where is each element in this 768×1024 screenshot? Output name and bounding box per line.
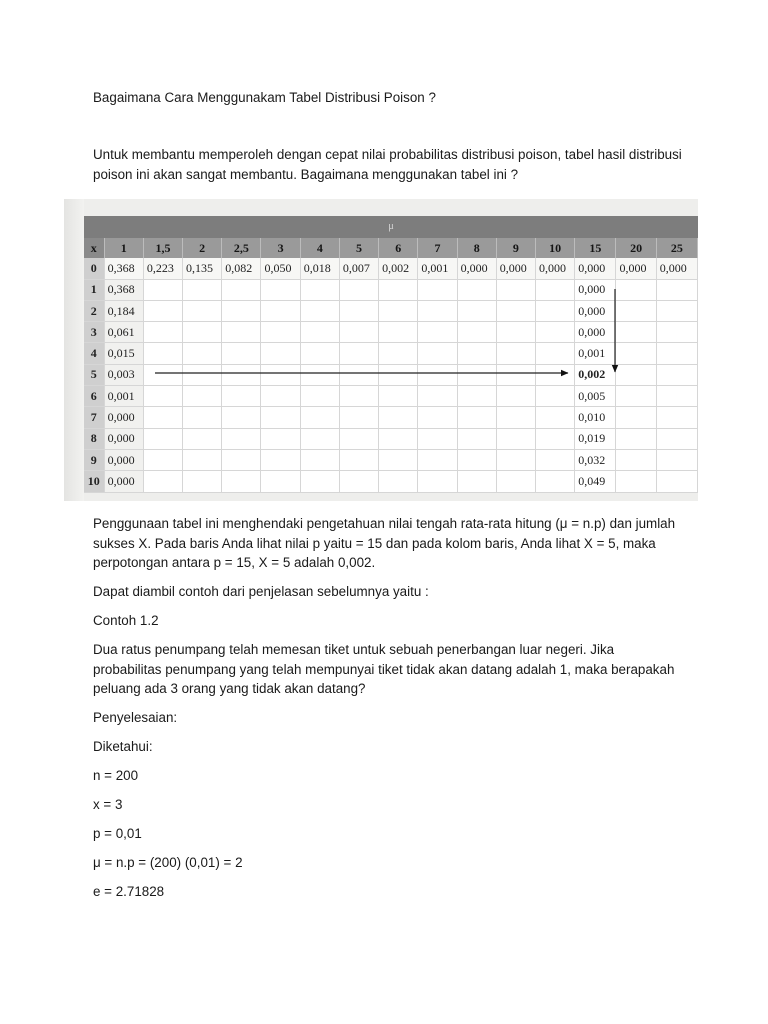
probability-cell — [339, 428, 378, 449]
probability-cell — [457, 322, 496, 343]
probability-cell — [496, 322, 535, 343]
mu-header-cell: 5 — [339, 238, 378, 258]
probability-cell — [339, 364, 378, 385]
table-row — [84, 407, 698, 428]
probability-cell — [261, 407, 300, 428]
probability-cell — [143, 471, 182, 492]
probability-cell — [457, 471, 496, 492]
probability-cell — [379, 364, 418, 385]
mu-header-cell: 2,5 — [222, 238, 261, 258]
probability-cell — [143, 428, 182, 449]
probability-cell: 0,015 — [104, 343, 143, 364]
probability-cell — [418, 449, 457, 470]
probability-cell: 0,000 — [575, 258, 616, 279]
probability-cell — [379, 386, 418, 407]
probability-cell — [616, 279, 656, 300]
probability-cell — [183, 428, 222, 449]
probability-cell — [339, 386, 378, 407]
probability-cell — [457, 300, 496, 321]
mu-header-cell: 20 — [616, 238, 656, 258]
probability-cell — [143, 322, 182, 343]
probability-cell — [536, 300, 575, 321]
probability-cell — [536, 471, 575, 492]
probability-cell: 0,000 — [536, 258, 575, 279]
probability-cell — [261, 322, 300, 343]
probability-cell — [379, 300, 418, 321]
probability-cell — [379, 471, 418, 492]
x-value-cell: 10 — [84, 471, 104, 492]
probability-cell: 0,000 — [104, 428, 143, 449]
example-title: Contoh 1.2 — [93, 613, 159, 628]
probability-cell — [143, 300, 182, 321]
probability-cell — [616, 364, 656, 385]
probability-cell — [339, 279, 378, 300]
probability-cell — [656, 364, 697, 385]
probability-cell — [536, 322, 575, 343]
table-row — [84, 322, 698, 343]
known-mu: μ = n.p = (200) (0,01) = 2 — [93, 855, 243, 870]
table-row — [84, 258, 698, 279]
probability-cell — [496, 343, 535, 364]
probability-cell — [222, 407, 261, 428]
probability-cell: 0,000 — [496, 258, 535, 279]
probability-cell — [300, 471, 339, 492]
usage-paragraph: Penggunaan tabel ini menghendaki pengetahuan nilai tengah rata-rata hitung (μ = n.p) dan jumlah sukses X. Pada baris Anda lihat nilai p yaitu = 15 dan pada kolom baris, Anda lihat X = 5, maka perpotongan antara p = 15, X = 5 adalah 0,002. — [93, 516, 676, 570]
probability-cell — [222, 471, 261, 492]
probability-cell: 0,018 — [300, 258, 339, 279]
probability-cell — [300, 364, 339, 385]
probability-cell: 0,005 — [575, 386, 616, 407]
probability-cell — [616, 343, 656, 364]
probability-cell: 0,032 — [575, 449, 616, 470]
x-value-cell: 6 — [84, 386, 104, 407]
x-value-cell: 5 — [84, 364, 104, 385]
probability-cell — [300, 428, 339, 449]
probability-cell: 0,368 — [104, 279, 143, 300]
probability-cell — [379, 343, 418, 364]
mu-header-cell: 25 — [656, 238, 697, 258]
mu-header-cell: 15 — [575, 238, 616, 258]
problem-paragraph: Dua ratus penumpang telah memesan tiket untuk sebuah penerbangan luar negeri. Jika probabilitas penumpang yang telah mempunyai tiket tidak akan datang adalah 1, maka berapakah peluang ada 3 orang yang tidak akan datang? — [93, 642, 675, 696]
probability-cell: 0,000 — [575, 279, 616, 300]
probability-cell — [143, 449, 182, 470]
probability-cell — [379, 279, 418, 300]
mu-header-cell: 4 — [300, 238, 339, 258]
probability-cell — [418, 428, 457, 449]
probability-cell — [616, 449, 656, 470]
probability-cell — [339, 322, 378, 343]
probability-cell — [656, 471, 697, 492]
probability-cell — [418, 279, 457, 300]
example-intro: Dapat diambil contoh dari penjelasan sebelumnya yaitu : — [93, 584, 429, 599]
probability-cell — [300, 322, 339, 343]
probability-cell — [222, 386, 261, 407]
probability-cell — [222, 449, 261, 470]
mu-header-cell: 1 — [104, 238, 143, 258]
probability-cell — [616, 471, 656, 492]
mu-header-cell: 3 — [261, 238, 300, 258]
probability-cell — [261, 428, 300, 449]
mu-header-cell: 7 — [418, 238, 457, 258]
probability-cell — [496, 449, 535, 470]
probability-cell — [222, 300, 261, 321]
x-value-cell: 7 — [84, 407, 104, 428]
probability-cell — [418, 386, 457, 407]
probability-cell — [143, 343, 182, 364]
probability-cell: 0,001 — [575, 343, 616, 364]
known-label: Diketahui: — [93, 739, 153, 754]
probability-cell — [536, 279, 575, 300]
x-value-cell: 9 — [84, 449, 104, 470]
probability-cell — [261, 300, 300, 321]
probability-cell — [339, 300, 378, 321]
probability-cell — [183, 386, 222, 407]
probability-cell — [261, 449, 300, 470]
table-row — [84, 428, 698, 449]
probability-cell: 0,184 — [104, 300, 143, 321]
probability-cell — [457, 428, 496, 449]
probability-cell — [418, 343, 457, 364]
probability-cell — [536, 407, 575, 428]
probability-cell — [143, 407, 182, 428]
probability-cell — [656, 279, 697, 300]
table-row — [84, 364, 698, 385]
probability-cell: 0,019 — [575, 428, 616, 449]
x-value-cell: 4 — [84, 343, 104, 364]
probability-cell: 0,000 — [457, 258, 496, 279]
probability-cell — [222, 343, 261, 364]
probability-cell — [457, 364, 496, 385]
probability-cell — [418, 364, 457, 385]
probability-cell: 0,007 — [339, 258, 378, 279]
probability-cell — [339, 449, 378, 470]
probability-cell — [261, 386, 300, 407]
probability-cell — [536, 343, 575, 364]
probability-cell — [339, 407, 378, 428]
probability-cell — [496, 471, 535, 492]
mu-header-cell: 2 — [183, 238, 222, 258]
probability-cell — [656, 449, 697, 470]
probability-cell — [656, 386, 697, 407]
poisson-table-image — [64, 199, 698, 501]
probability-cell — [616, 322, 656, 343]
probability-cell — [183, 364, 222, 385]
table-row — [84, 449, 698, 470]
probability-cell — [457, 449, 496, 470]
probability-cell — [183, 471, 222, 492]
x-value-cell: 2 — [84, 300, 104, 321]
page-title: Bagaimana Cara Menggunakam Tabel Distribusi Poison ? — [93, 90, 436, 105]
probability-cell — [616, 386, 656, 407]
probability-cell — [536, 386, 575, 407]
probability-cell — [536, 364, 575, 385]
probability-cell — [418, 322, 457, 343]
probability-cell — [379, 407, 418, 428]
table-row — [84, 386, 698, 407]
probability-cell — [183, 322, 222, 343]
probability-cell — [261, 279, 300, 300]
probability-cell — [183, 407, 222, 428]
probability-cell: 0,002 — [379, 258, 418, 279]
probability-cell — [183, 300, 222, 321]
probability-cell — [616, 300, 656, 321]
mu-header-cell: 8 — [457, 238, 496, 258]
known-n: n = 200 — [93, 768, 139, 783]
probability-cell — [300, 407, 339, 428]
probability-cell: 0,001 — [418, 258, 457, 279]
probability-cell — [457, 407, 496, 428]
probability-cell: 0,000 — [104, 471, 143, 492]
probability-cell — [300, 449, 339, 470]
probability-cell — [496, 279, 535, 300]
probability-cell — [183, 449, 222, 470]
probability-cell — [536, 428, 575, 449]
probability-cell: 0,000 — [656, 258, 697, 279]
probability-cell: 0,000 — [575, 322, 616, 343]
probability-cell — [656, 428, 697, 449]
probability-cell — [183, 279, 222, 300]
probability-cell — [496, 300, 535, 321]
probability-cell — [379, 322, 418, 343]
probability-cell — [143, 386, 182, 407]
probability-cell: 0,000 — [104, 407, 143, 428]
mu-header-cell: 9 — [496, 238, 535, 258]
poisson-table — [84, 238, 698, 493]
probability-cell — [143, 279, 182, 300]
probability-cell: 0,000 — [575, 300, 616, 321]
mu-header-row — [84, 238, 698, 258]
table-row — [84, 300, 698, 321]
probability-cell — [656, 343, 697, 364]
known-x: x = 3 — [93, 797, 123, 812]
probability-cell — [418, 471, 457, 492]
probability-cell: 0,010 — [575, 407, 616, 428]
probability-cell: 0,000 — [104, 449, 143, 470]
probability-cell: 0,001 — [104, 386, 143, 407]
probability-cell — [656, 322, 697, 343]
x-value-cell: 0 — [84, 258, 104, 279]
known-e: e = 2.71828 — [93, 884, 165, 899]
probability-cell — [536, 449, 575, 470]
probability-cell: 0,003 — [104, 364, 143, 385]
table-row — [84, 471, 698, 492]
probability-cell: 0,223 — [143, 258, 182, 279]
probability-cell — [300, 343, 339, 364]
probability-cell — [300, 386, 339, 407]
probability-cell — [379, 428, 418, 449]
probability-cell — [457, 279, 496, 300]
solution-label: Penyelesaian: — [93, 710, 178, 725]
probability-cell — [300, 279, 339, 300]
mu-header-cell: 1,5 — [143, 238, 182, 258]
photo-edge-shadow — [64, 199, 84, 501]
probability-cell — [379, 449, 418, 470]
probability-cell — [496, 364, 535, 385]
probability-cell — [339, 471, 378, 492]
mu-header-cell: 6 — [379, 238, 418, 258]
probability-cell — [418, 300, 457, 321]
probability-cell — [339, 343, 378, 364]
probability-cell: 0,368 — [104, 258, 143, 279]
x-column-header: x — [84, 238, 104, 258]
probability-cell — [457, 343, 496, 364]
known-p: p = 0,01 — [93, 826, 142, 841]
probability-cell — [496, 386, 535, 407]
x-value-cell: 1 — [84, 279, 104, 300]
probability-cell — [616, 428, 656, 449]
probability-cell — [496, 428, 535, 449]
probability-cell — [261, 343, 300, 364]
probability-cell — [222, 279, 261, 300]
probability-cell: 0,000 — [616, 258, 656, 279]
probability-cell — [300, 300, 339, 321]
probability-cell — [656, 407, 697, 428]
probability-cell: 0,061 — [104, 322, 143, 343]
intro-paragraph: Untuk membantu memperoleh dengan cepat nilai probabilitas distribusi poison, tabel hasil distribusi poison ini akan sangat membantu. Bagaimana menggunakan tabel ini ? — [93, 147, 682, 182]
x-value-cell: 8 — [84, 428, 104, 449]
x-value-cell: 3 — [84, 322, 104, 343]
probability-cell: 0,082 — [222, 258, 261, 279]
table-body — [84, 258, 698, 492]
probability-cell: 0,002 — [575, 364, 616, 385]
probability-cell — [496, 407, 535, 428]
table-row — [84, 343, 698, 364]
probability-cell — [418, 407, 457, 428]
probability-cell — [143, 364, 182, 385]
mu-header-cell: 10 — [536, 238, 575, 258]
mu-header-bar: μ — [84, 216, 698, 238]
probability-cell — [261, 364, 300, 385]
probability-cell — [183, 343, 222, 364]
probability-cell: 0,135 — [183, 258, 222, 279]
probability-cell — [222, 428, 261, 449]
probability-cell — [457, 386, 496, 407]
probability-cell: 0,049 — [575, 471, 616, 492]
probability-cell — [656, 300, 697, 321]
probability-cell: 0,050 — [261, 258, 300, 279]
probability-cell — [616, 407, 656, 428]
probability-cell — [222, 322, 261, 343]
probability-cell — [222, 364, 261, 385]
table-row — [84, 279, 698, 300]
probability-cell — [261, 471, 300, 492]
